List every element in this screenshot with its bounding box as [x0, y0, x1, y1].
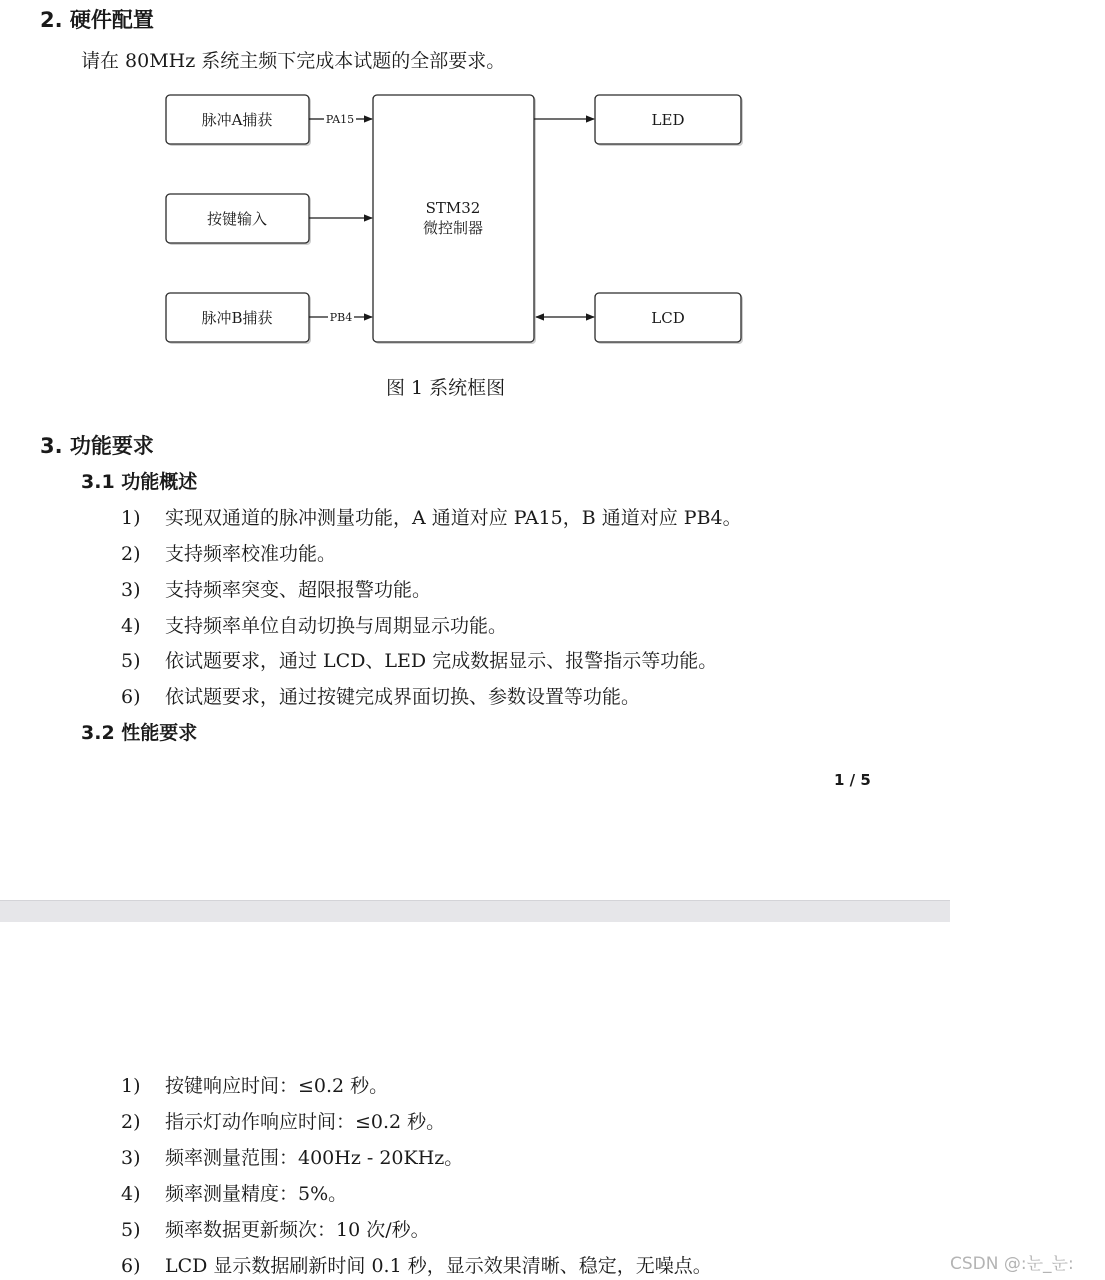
- performance-item: [121, 1143, 463, 1170]
- section-3-heading: 3. 功能要求: [40, 434, 154, 458]
- performance-item: [121, 1107, 445, 1134]
- performance-item: [121, 1071, 388, 1098]
- pa15-wire: [309, 113, 372, 126]
- item-text: 频率数据更新频次：10 次/秒。: [165, 1219, 430, 1241]
- stm32-mcu-block: [373, 95, 534, 342]
- section-2-heading: 2. 硬件配置: [40, 8, 154, 32]
- section-3-2-heading: 3.2 性能要求: [81, 722, 198, 744]
- item-number: 6): [121, 686, 141, 708]
- pb4-wire: [309, 311, 372, 324]
- item-number: 2): [121, 543, 141, 565]
- function-item: [121, 503, 742, 530]
- item-number: 4): [121, 615, 141, 637]
- key-input-label: 按键输入: [206, 210, 268, 228]
- item-text: 支持频率校准功能。: [165, 543, 337, 565]
- section-2-intro: 请在 80MHz 系统主频下完成本试题的全部要求。: [81, 50, 506, 72]
- item-text: 指示灯动作响应时间：≤0.2 秒。: [165, 1111, 446, 1133]
- item-number: 1): [121, 507, 141, 529]
- pa15-wire-label: PA15: [325, 113, 355, 126]
- performance-item: [121, 1215, 430, 1242]
- item-text: 支持频率单位自动切换与周期显示功能。: [165, 615, 508, 637]
- pulse-b-capture-block: [166, 293, 309, 342]
- item-text: 实现双通道的脉冲测量功能，A 通道对应 PA15，B 通道对应 PB4。: [165, 507, 742, 529]
- mcu-label-line2: 微控制器: [422, 219, 484, 237]
- mcu-label-line1: STM32: [425, 199, 481, 217]
- pulse-b-capture-label: 脉冲B捕获: [201, 309, 273, 327]
- figure-caption: 图 1 系统框图: [386, 377, 506, 399]
- item-text: 支持频率突变、超限报警功能。: [165, 579, 432, 601]
- lcd-label: LCD: [651, 309, 685, 327]
- function-item: [121, 611, 507, 638]
- function-item: [121, 646, 717, 673]
- item-number: 3): [121, 579, 141, 601]
- item-number: 6): [121, 1255, 141, 1277]
- item-text: 依试题要求，通过按键完成界面切换、参数设置等功能。: [165, 686, 641, 708]
- function-item: [121, 682, 640, 709]
- item-number: 2): [121, 1111, 141, 1133]
- system-block-diagram: [150, 86, 750, 348]
- performance-item: [121, 1179, 347, 1206]
- item-text: 按键响应时间：≤0.2 秒。: [165, 1075, 389, 1097]
- pulse-a-capture-block: [166, 95, 309, 144]
- lcd-block: [595, 293, 741, 342]
- item-number: 3): [121, 1147, 141, 1169]
- section-3-1-heading: 3.1 功能概述: [81, 471, 198, 493]
- function-item: [121, 575, 431, 602]
- item-number: 1): [121, 1075, 141, 1097]
- led-block: [595, 95, 741, 144]
- page-number: 1 / 5: [834, 771, 871, 789]
- item-text: 频率测量范围：400Hz - 20KHz。: [165, 1147, 464, 1169]
- pb4-wire-label: PB4: [329, 311, 353, 324]
- pulse-a-capture-label: 脉冲A捕获: [201, 111, 273, 129]
- key-input-block: [166, 194, 309, 243]
- item-number: 5): [121, 1219, 141, 1241]
- csdn-watermark: CSDN @:눈_눈:: [950, 1254, 1074, 1274]
- performance-item: [121, 1251, 712, 1278]
- item-number: 4): [121, 1183, 141, 1205]
- item-text: 依试题要求，通过 LCD、LED 完成数据显示、报警指示等功能。: [165, 650, 718, 672]
- item-text: LCD 显示数据刷新时间 0.1 秒，显示效果清晰、稳定，无噪点。: [165, 1255, 712, 1277]
- function-item: [121, 539, 336, 566]
- item-text: 频率测量精度：5%。: [165, 1183, 348, 1205]
- led-label: LED: [651, 111, 685, 129]
- page-separator: [0, 900, 950, 922]
- item-number: 5): [121, 650, 141, 672]
